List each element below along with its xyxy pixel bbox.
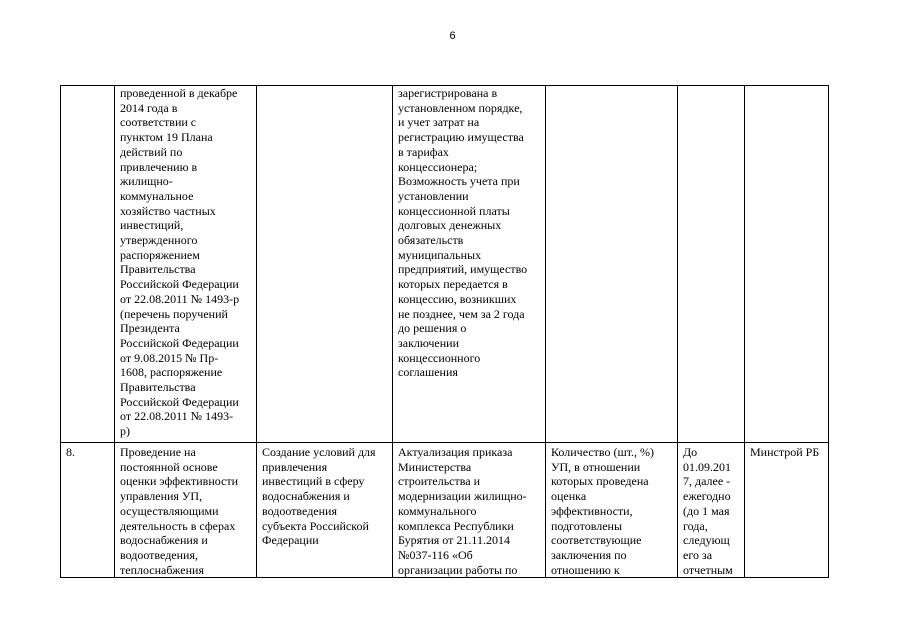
table-cell-indicator <box>546 443 678 578</box>
cell-text: зарегистрирована в установленном порядке, и учет затрат на регистрацию имущества в тарифах концессионера; Возможность учета при установлении концессионной платы долговых денежных обязательств муниципальных предприятий, имущество которых передается в концессию, возникших не позднее, чем за 2 года до решения о заключении концессионного соглашения <box>398 86 528 380</box>
cell-text: проведенной в декабре 2014 года в соответствии с пунктом 19 Плана действий по привлечению в жилищно- коммунальное хозяйство частных инвестиций, утвержденного распоряжением Правительства Российской Федерации от 22.08.2011 № 1493-р (перечень поручений Президента Российской Федерации от 9.08.2015 № Пр- 1608, распоряжение Правительства Российской Федерации от 22.08.2011 № 1493- р) <box>120 86 240 439</box>
table-cell-goal <box>257 86 393 443</box>
table-cell-measure <box>115 86 257 443</box>
table-cell-number <box>61 443 115 578</box>
table-cell-goal <box>257 443 393 578</box>
page-number: 6 <box>449 30 456 42</box>
table-cell-action <box>393 443 546 578</box>
table-cell-deadline <box>678 86 745 443</box>
cell-text: Проведение на постоянной основе оценки эффективности управления УП, осуществляющими деятельность в сферах водоснабжения и водоотведения, теплоснабжения <box>120 445 239 577</box>
table-cell-number <box>61 86 115 443</box>
cell-text: Актуализация приказа Министерства строительства и модернизации жилищно- коммунального комплекса Республики Бурятия от 21.11.2014 №037-116 «Об организации работы по <box>398 445 527 577</box>
table-cell-measure <box>115 443 257 578</box>
cell-text: Создание условий для привлечения инвестиций в сферу водоснабжения и водоотведения субъекта Российской Федерации <box>262 445 376 548</box>
table-cell-responsible <box>745 443 829 578</box>
cell-text: Минстрой РБ <box>750 445 820 459</box>
table-row <box>61 443 829 578</box>
cell-text: Количество (шт., %) УП, в отношении которых проведена оценка эффективности, подготовлены соответствующие заключения по отношению к <box>551 445 655 577</box>
table-cell-action <box>393 86 546 443</box>
cell-text: До 01.09.201 7, далее - ежегодно (до 1 мая года, следующ его за отчетным <box>683 445 733 577</box>
cell-text: 8. <box>66 445 75 459</box>
table-cell-responsible <box>745 86 829 443</box>
table-cell-indicator <box>546 86 678 443</box>
measures-table <box>60 85 829 578</box>
table-cell-deadline <box>678 443 745 578</box>
table-row <box>61 86 829 443</box>
